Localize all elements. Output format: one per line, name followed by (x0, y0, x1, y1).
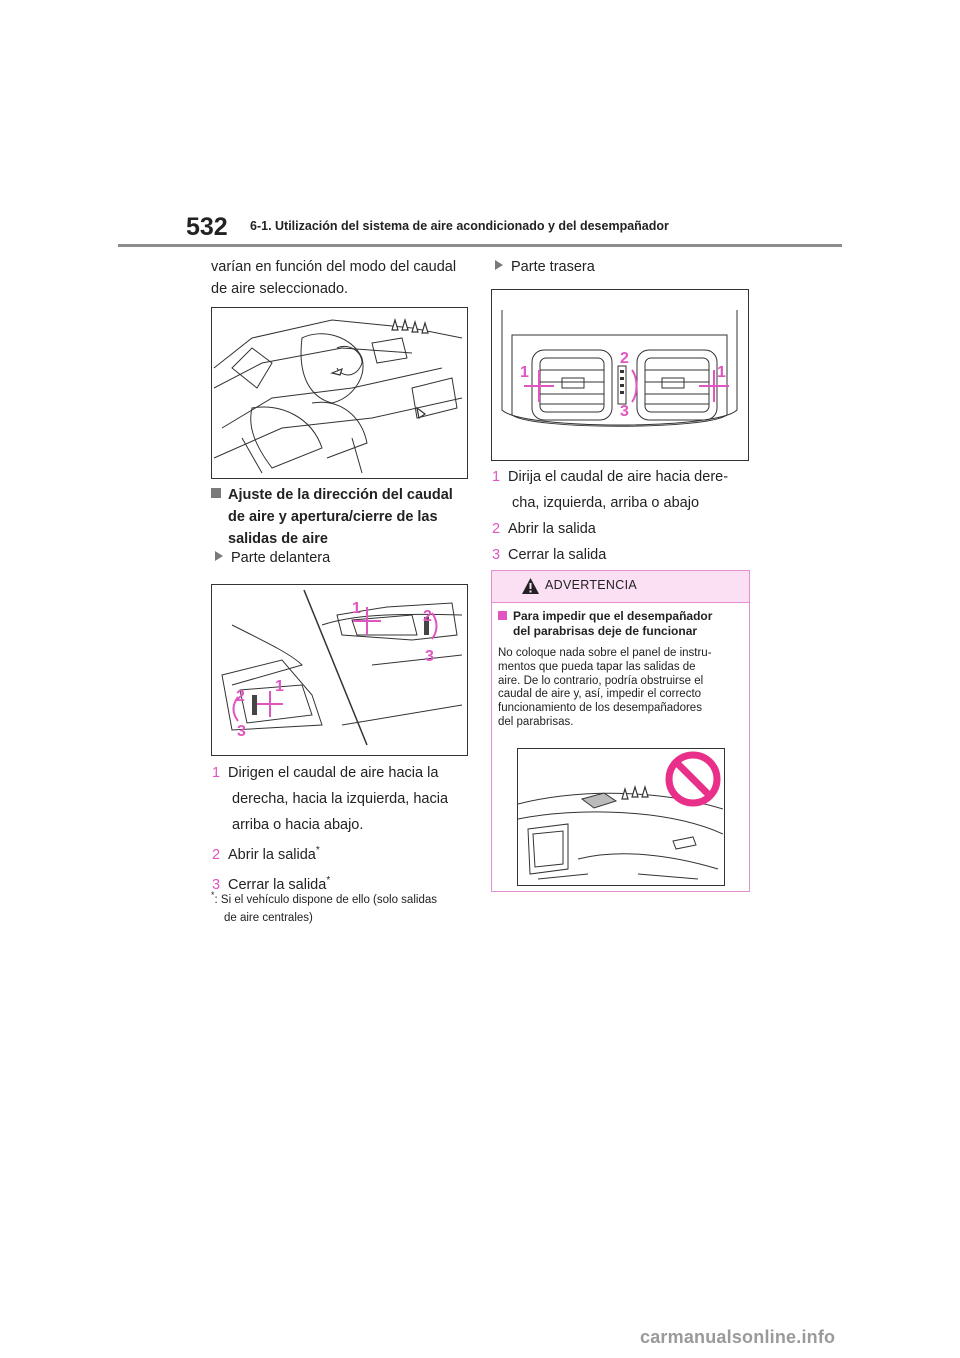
warning-body: No coloque nada sobre el panel de instru- mentos que pueda tapar las salidas de aire. De lo contrario, podría obstruirse el caudal de aire y, así, impedir el correcto funcionamiento de los desempañadores del parabrisas. (498, 647, 712, 728)
list-item: 3 Cerrar la salida (492, 547, 607, 563)
list-item: 1 Dirija el caudal de aire hacia dere- (492, 469, 729, 485)
rear-steps-list: 1 Dirija el caudal de aire hacia dere- cha, izquierda, arriba o abajo 2 Abrir la salida 3 Cerrar la salida (492, 466, 752, 566)
figure-label-2b: 2 (236, 688, 245, 705)
cabin-illustration (212, 308, 466, 477)
figure-label-2: 2 (423, 608, 432, 625)
figure-label-3: 3 (425, 648, 434, 665)
square-bullet-icon (498, 611, 507, 620)
section-heading: Ajuste de la dirección del caudal de aire y apertura/cierre de las salidas de aire (211, 484, 471, 550)
warning-title: Para impedir que el desempañador del parabrisas deje de funcionar (498, 609, 743, 639)
figure-cabin-airflow (211, 307, 468, 479)
intro-text: varían en función del modo del caudal de aire seleccionado. (211, 259, 457, 297)
subheading-front: Parte delantera (215, 547, 330, 569)
watermark: carmanualsonline.info (640, 1327, 836, 1347)
front-steps-list: 1 Dirigen el caudal de aire hacia la derecha, hacia la izquierda, hacia arriba o hacia abajo. 2 Abrir la salida* 3 Cerrar la salida* (212, 762, 472, 896)
triangle-bullet-icon (215, 551, 223, 561)
list-item: 2 Abrir la salida (492, 521, 596, 537)
square-bullet-icon (211, 488, 221, 498)
warning-header (492, 571, 749, 603)
warning-box (491, 570, 750, 892)
front-vents-illustration (212, 585, 466, 754)
list-item: 2 Abrir la salida* (212, 845, 320, 863)
figure-front-vents (211, 584, 468, 756)
list-item: 1 Dirigen el caudal de aire hacia la (212, 765, 439, 781)
prohibition-icon (669, 755, 717, 803)
figure-label-3: 3 (620, 403, 629, 420)
rear-vents-illustration (492, 290, 747, 459)
list-item: 3 Cerrar la salida* (212, 874, 331, 893)
figure-dashboard-obstruction (517, 748, 725, 886)
header-rule (118, 244, 842, 247)
figure-label-1: 1 (352, 600, 361, 617)
warning-label: ADVERTENCIA (545, 578, 637, 592)
subheading-rear: Parte trasera (495, 256, 595, 278)
figure-label-1b: 1 (717, 364, 726, 381)
warning-triangle-icon (521, 577, 540, 595)
figure-label-2: 2 (620, 350, 629, 367)
dashboard-illustration (518, 749, 723, 884)
figure-rear-vents (491, 289, 749, 461)
figure-label-1: 1 (520, 364, 529, 381)
triangle-bullet-icon (495, 260, 503, 270)
section-title: 6-1. Utilización del sistema de aire acondicionado y del desempañador (250, 219, 669, 233)
figure-label-1b: 1 (275, 678, 284, 695)
page-number: 532 (186, 213, 228, 241)
figure-label-3b: 3 (237, 723, 246, 740)
footnote: *: Si el vehículo dispone de ello (solo salidas de aire centrales) (211, 890, 437, 924)
